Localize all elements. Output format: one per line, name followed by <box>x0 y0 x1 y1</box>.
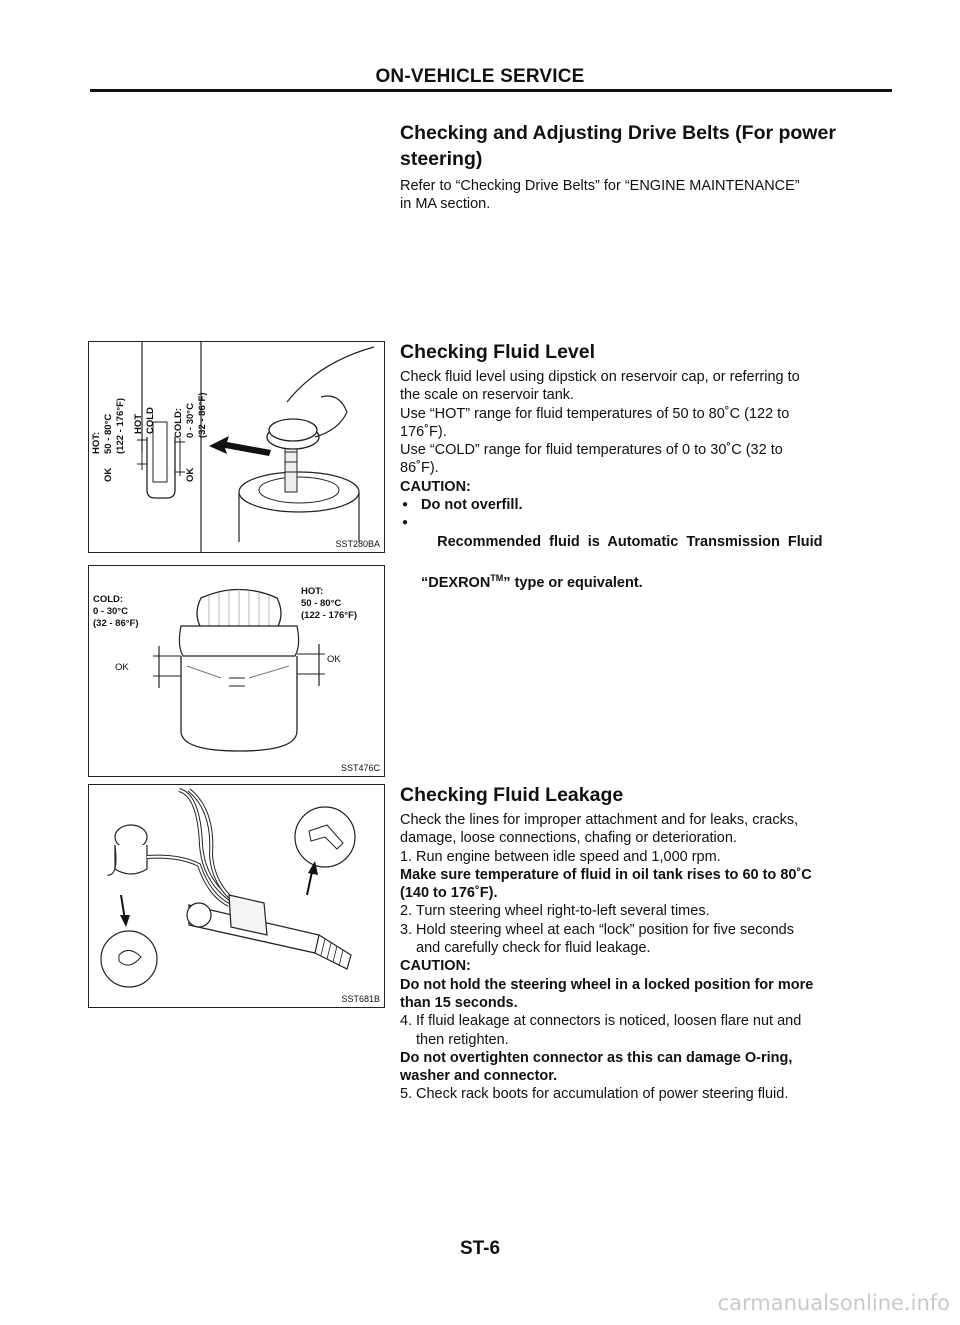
figure-code: SST280BA <box>335 539 380 549</box>
section-fluid-level <box>400 339 900 592</box>
section-fluid-leakage <box>400 782 900 1104</box>
cold-label: COLD: <box>173 407 184 438</box>
hot-celsius-label: 50 - 80°C <box>103 413 114 454</box>
figure-code: SST476C <box>340 763 380 773</box>
caution-text-line2: than 15 seconds. <box>400 994 518 1011</box>
ok-right-label: OK <box>327 654 341 665</box>
ok-left-label: OK <box>103 467 114 482</box>
cold-celsius-label: 0 - 30°C <box>185 403 196 438</box>
fluid-level-line: Use “COLD” range for fluid temperatures of 0 to 30˚C (32 to <box>400 442 783 459</box>
caution-label: CAUTION: <box>400 478 471 495</box>
page-header-title: ON-VEHICLE SERVICE <box>375 66 585 87</box>
step-1-text: Run engine between idle speed and 1,000 rpm. <box>416 848 721 865</box>
step-1 <box>400 848 900 866</box>
step-4-number: 4. <box>400 1013 413 1030</box>
step-3-number: 3. <box>400 921 413 938</box>
hot-celsius-label: 50 - 80°C <box>301 598 342 609</box>
bullet-recommended-fluid-line1: Recommended fluid is Automatic Transmission Fluid <box>437 533 823 550</box>
step-2 <box>400 902 900 920</box>
cold-fahrenheit-label: (32 - 86°F) <box>93 618 139 629</box>
bold-note-overtighten-line2: washer and connector. <box>400 1068 558 1085</box>
caution-label-2: CAUTION: <box>400 958 471 975</box>
step-5-text: Check rack boots for accumulation of power steering fluid. <box>416 1086 789 1103</box>
step-3-text-line1: Hold steering wheel at each “lock” position for five seconds <box>416 921 794 938</box>
section-fluid-leakage-title: Checking Fluid Leakage <box>400 784 624 806</box>
step-5-number: 5. <box>400 1086 413 1103</box>
bullet-do-not-overfill: ● Do not overfill. <box>400 496 900 514</box>
cold-label: COLD: <box>93 594 124 605</box>
bullet-recommended-fluid-line2 <box>400 569 900 592</box>
dipstick-illustration <box>89 342 384 552</box>
cold-celsius-label: 0 - 30°C <box>93 606 128 617</box>
section-drive-belts-title-line1: Checking and Adjusting Drive Belts (For power <box>400 122 836 144</box>
dexron-text: “DEXRON <box>421 575 491 592</box>
leakage-paragraph-line1: Check the lines for improper attachment and for leaks, cracks, <box>400 812 799 828</box>
cold-marker-label: COLD <box>145 407 156 434</box>
fluid-level-line: 176˚F). <box>400 423 447 440</box>
steering-gear-illustration <box>89 785 384 1007</box>
hot-fahrenheit-label: (122 - 176°F) <box>301 610 358 621</box>
section-fluid-level-title: Checking Fluid Level <box>400 341 596 363</box>
dexron-type-text: ” type or equivalent. <box>503 575 643 592</box>
step-4-text-line2: then retighten. <box>416 1031 509 1048</box>
bullet-recommended-fluid <box>400 514 900 569</box>
step-1-number: 1. <box>400 848 413 865</box>
section-drive-belts-title-line2: steering) <box>400 148 483 170</box>
figure-steering-leakage <box>88 784 385 1008</box>
hot-label: HOT: <box>91 431 102 454</box>
bold-note-temperature-line2: (140 to 176˚F). <box>400 885 498 902</box>
figure-dipstick <box>88 341 385 553</box>
page-number: ST-6 <box>459 1238 501 1259</box>
drive-belts-paragraph-line1: Refer to “Checking Drive Belts” for “ENGINE MAINTENANCE” <box>400 178 800 194</box>
ok-left-label: OK <box>115 662 129 673</box>
hot-fahrenheit-label: (122 - 176°F) <box>115 397 126 454</box>
figure-reservoir-scale <box>88 565 385 777</box>
step-5 <box>400 1085 900 1103</box>
cold-fahrenheit-label: (32 - 86°F) <box>197 392 208 438</box>
watermark: carmanualsonline.info <box>717 1291 950 1315</box>
step-4-text-line1: If fluid leakage at connectors is noticed, loosen flare nut and <box>416 1013 802 1030</box>
bold-note-temperature-line1: Make sure temperature of fluid in oil tank rises to 60 to 80˚C <box>400 866 812 883</box>
drive-belts-paragraph-line2: in MA section. <box>400 196 491 213</box>
hot-marker-label: HOT <box>133 413 144 434</box>
leakage-paragraph-line2: damage, loose connections, chafing or deterioration. <box>400 830 737 847</box>
bold-note-overtighten-line1: Do not overtighten connector as this can damage O-ring, <box>400 1049 793 1066</box>
tm-superscript: TM <box>490 573 504 584</box>
fluid-level-line: 86˚F). <box>400 460 439 477</box>
step-3-text-line2: and carefully check for fluid leakage. <box>416 940 651 957</box>
header-rule <box>90 89 892 92</box>
fluid-level-line: Check fluid level using dipstick on reservoir cap, or referring to <box>400 369 800 385</box>
fluid-level-line: Use “HOT” range for fluid temperatures of 50 to 80˚C (122 to <box>400 405 790 422</box>
figure-code: SST681B <box>341 994 380 1004</box>
hot-label: HOT: <box>301 586 324 597</box>
step-2-number: 2. <box>400 903 413 920</box>
step-2-text: Turn steering wheel right-to-left several times. <box>416 903 710 920</box>
step-3 <box>400 921 900 939</box>
ok-right-label: OK <box>185 467 196 482</box>
fluid-level-line: the scale on reservoir tank. <box>400 387 575 404</box>
caution-text-line1: Do not hold the steering wheel in a locked position for more <box>400 976 814 993</box>
section-drive-belts <box>400 120 900 214</box>
step-4 <box>400 1012 900 1030</box>
